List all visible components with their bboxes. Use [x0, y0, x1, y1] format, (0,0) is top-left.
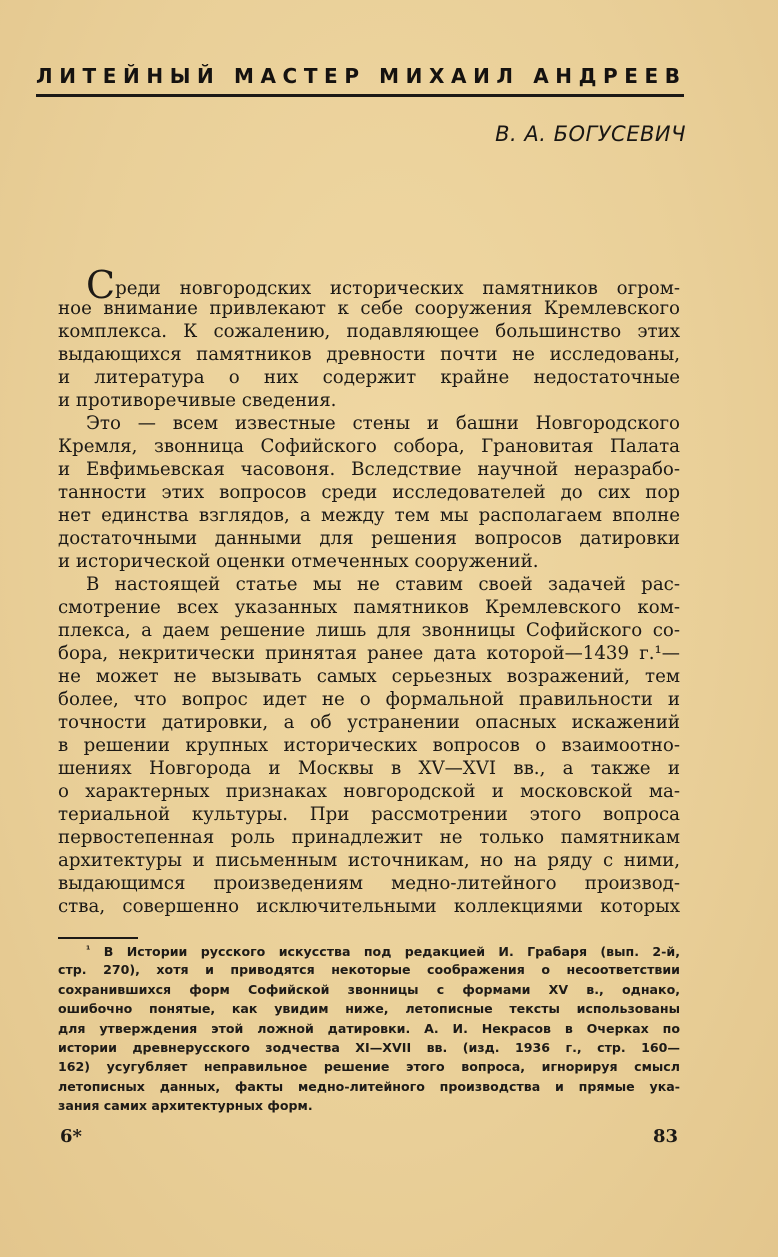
body-line: достаточными данными для решения вопросов датировки — [58, 528, 680, 549]
article-body — [58, 263, 680, 918]
body-line: ное внимание привлекают к себе сооружения Кремлевского — [58, 298, 680, 319]
body-line: не может не вызывать самых серьезных возражений, тем — [58, 666, 680, 687]
footnote — [58, 941, 680, 1116]
body-line: и исторической оценки отмеченных сооружений. — [58, 551, 539, 572]
footnote-line: для утверждения этой ложной датировки. А. И. Некрасов в Очерках по — [58, 1020, 680, 1036]
footnote-line: зания самих архитектурных форм. — [58, 1098, 313, 1114]
body-line: Это — всем известные стены и башни Новгородского — [86, 413, 680, 434]
body-line: комплекса. К сожалению, подавляющее большинство этих — [58, 321, 680, 342]
article-author: В. А. БОГУСЕВИЧ — [495, 122, 686, 146]
body-line: шениях Новгорода и Москвы в XV—XVI вв., а также и — [58, 758, 680, 779]
footnote-line: 162) усугубляет неправильное решение этого вопроса, игнорируя смысл — [58, 1059, 680, 1075]
footnote-line: сохранившихся форм Софийской звонницы с формами XV в., однако, — [58, 981, 680, 997]
body-line: бора, некритически принятая ранее дата которой—1439 г.¹— — [58, 643, 680, 664]
header-rule — [36, 94, 684, 97]
body-line: плекса, а даем решение лишь для звонницы Софийского со- — [58, 620, 680, 641]
body-line: В настоящей статье мы не ставим своей задачей рас- — [86, 574, 680, 595]
body-line: Среди новгородских исторических памятников огром- — [86, 263, 680, 307]
signature-mark: 6* — [60, 1126, 82, 1147]
body-line: архитектуры и письменным источникам, но на ряду с ними, — [58, 850, 680, 871]
footnote-line: летописных данных, факты медно-литейного производства и прямые ука- — [58, 1078, 680, 1094]
body-line: териальной культуры. При рассмотрении этого вопроса — [58, 804, 680, 825]
body-line: смотрение всех указанных памятников Кремлевского ком- — [58, 597, 680, 618]
body-line: и литература о них содержит крайне недостаточные — [58, 367, 680, 388]
body-line: танности этих вопросов среди исследователей до сих пор — [58, 482, 680, 503]
body-line: о характерных признаках новгородской и московской ма- — [58, 781, 680, 802]
running-title: ЛИТЕЙНЫЙ МАСТЕР МИХАИЛ АНДРЕЕВ — [36, 64, 687, 88]
body-line: ства, совершенно исключительными коллекциями которых — [58, 896, 680, 917]
body-line: выдающимся произведениям медно-литейного производ- — [58, 873, 680, 894]
footnote-mark: ¹ — [86, 945, 91, 956]
footnote-line: истории древнерусского зодчества XI—XVII вв. (изд. 1936 г., стр. 160— — [58, 1039, 680, 1055]
body-line: точности датировки, а об устранении опасных искажений — [58, 712, 680, 733]
body-line: в решении крупных исторических вопросов о взаимоотно- — [58, 735, 680, 756]
body-line: и противоречивые сведения. — [58, 390, 337, 411]
footnote-line: ошибочно понятые, как увидим ниже, летописные тексты использованы — [58, 1001, 680, 1017]
page-number: 83 — [652, 1126, 678, 1147]
footnote-line: $^{^1}$ В Истории русского искусства под редакцией И. Грабаря (вып. 2-й, — [86, 944, 680, 959]
footnote-line: стр. 270), хотя и приводятся некоторые соображения о несоответствии — [58, 962, 680, 978]
body-line: и Евфимьевская часовоня. Вследствие научной неразрабо- — [58, 459, 680, 480]
body-line: более, что вопрос идет не о формальной правильности и — [58, 689, 680, 710]
body-line: первостепенная роль принадлежит не только памятникам — [58, 827, 680, 848]
drop-cap: С — [86, 263, 116, 307]
body-line: Кремля, звонница Софийского собора, Грановитая Палата — [58, 436, 680, 457]
body-line: выдающихся памятников древности почти не исследованы, — [58, 344, 680, 365]
body-line: нет единства взглядов, а между тем мы располагаем вполне — [58, 505, 680, 526]
footnote-rule — [58, 937, 138, 939]
